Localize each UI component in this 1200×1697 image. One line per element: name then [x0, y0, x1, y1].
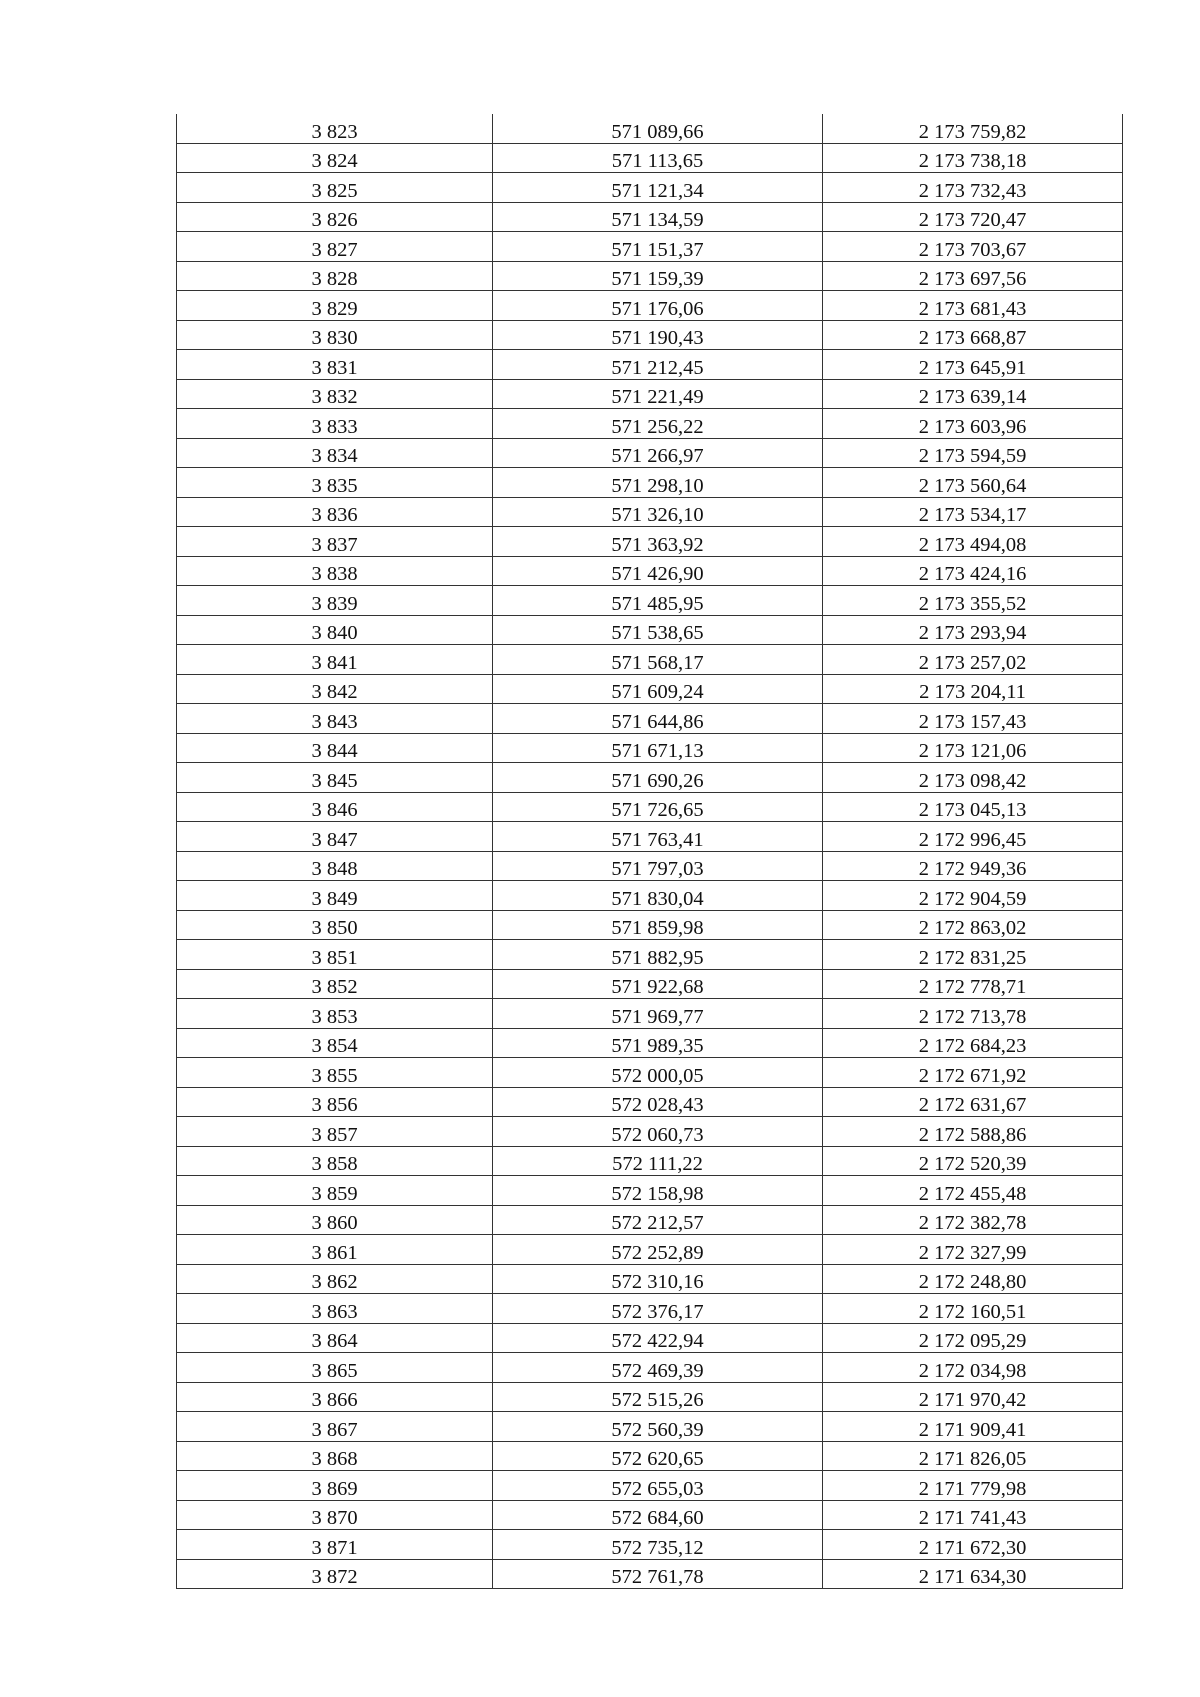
- x-coordinate-cell: 572 655,03: [493, 1471, 823, 1501]
- table-row: [177, 1530, 1123, 1560]
- table-row: [177, 1146, 1123, 1176]
- table-row: [177, 143, 1123, 173]
- point-number-cell: 3 847: [177, 822, 493, 852]
- y-coordinate-cell: 2 173 603,96: [823, 409, 1123, 439]
- x-coordinate-cell: 571 726,65: [493, 792, 823, 822]
- table-row: [177, 1176, 1123, 1206]
- y-coordinate-cell: 2 171 826,05: [823, 1441, 1123, 1471]
- y-coordinate-cell: 2 173 293,94: [823, 615, 1123, 645]
- y-coordinate-cell: 2 173 494,08: [823, 527, 1123, 557]
- y-coordinate-cell: 2 172 713,78: [823, 999, 1123, 1029]
- y-coordinate-cell: 2 173 098,42: [823, 763, 1123, 793]
- y-coordinate-cell: 2 172 160,51: [823, 1294, 1123, 1324]
- x-coordinate-cell: 572 252,89: [493, 1235, 823, 1265]
- x-coordinate-cell: 572 515,26: [493, 1382, 823, 1412]
- table-row: [177, 1028, 1123, 1058]
- y-coordinate-cell: 2 173 594,59: [823, 438, 1123, 468]
- x-coordinate-cell: 571 326,10: [493, 497, 823, 527]
- table-row: [177, 1500, 1123, 1530]
- table-row: [177, 645, 1123, 675]
- x-coordinate-cell: 571 426,90: [493, 556, 823, 586]
- y-coordinate-cell: 2 173 121,06: [823, 733, 1123, 763]
- point-number-cell: 3 836: [177, 497, 493, 527]
- table-row: [177, 1323, 1123, 1353]
- table-row: [177, 409, 1123, 439]
- x-coordinate-cell: 571 089,66: [493, 114, 823, 143]
- y-coordinate-cell: 2 172 034,98: [823, 1353, 1123, 1383]
- table-row: [177, 940, 1123, 970]
- table-row: [177, 1471, 1123, 1501]
- y-coordinate-cell: 2 173 645,91: [823, 350, 1123, 380]
- y-coordinate-cell: 2 173 534,17: [823, 497, 1123, 527]
- table-row: [177, 1353, 1123, 1383]
- point-number-cell: 3 868: [177, 1441, 493, 1471]
- point-number-cell: 3 856: [177, 1087, 493, 1117]
- y-coordinate-cell: 2 172 831,25: [823, 940, 1123, 970]
- table-row: [177, 1559, 1123, 1589]
- point-number-cell: 3 867: [177, 1412, 493, 1442]
- table-row: [177, 851, 1123, 881]
- table-row: [177, 320, 1123, 350]
- x-coordinate-cell: 572 060,73: [493, 1117, 823, 1147]
- point-number-cell: 3 824: [177, 143, 493, 173]
- y-coordinate-cell: 2 173 355,52: [823, 586, 1123, 616]
- x-coordinate-cell: 572 310,16: [493, 1264, 823, 1294]
- table-row: [177, 1205, 1123, 1235]
- point-number-cell: 3 845: [177, 763, 493, 793]
- point-number-cell: 3 849: [177, 881, 493, 911]
- y-coordinate-cell: 2 171 741,43: [823, 1500, 1123, 1530]
- y-coordinate-cell: 2 172 248,80: [823, 1264, 1123, 1294]
- point-number-cell: 3 851: [177, 940, 493, 970]
- table-row: [177, 763, 1123, 793]
- y-coordinate-cell: 2 172 382,78: [823, 1205, 1123, 1235]
- table-row: [177, 733, 1123, 763]
- y-coordinate-cell: 2 173 257,02: [823, 645, 1123, 675]
- x-coordinate-cell: 571 690,26: [493, 763, 823, 793]
- point-number-cell: 3 853: [177, 999, 493, 1029]
- y-coordinate-cell: 2 172 863,02: [823, 910, 1123, 940]
- y-coordinate-cell: 2 172 520,39: [823, 1146, 1123, 1176]
- x-coordinate-cell: 572 560,39: [493, 1412, 823, 1442]
- table-row: [177, 1058, 1123, 1088]
- x-coordinate-cell: 571 151,37: [493, 232, 823, 262]
- y-coordinate-cell: 2 171 909,41: [823, 1412, 1123, 1442]
- x-coordinate-cell: 572 212,57: [493, 1205, 823, 1235]
- y-coordinate-cell: 2 173 732,43: [823, 173, 1123, 203]
- y-coordinate-cell: 2 173 759,82: [823, 114, 1123, 143]
- point-number-cell: 3 841: [177, 645, 493, 675]
- y-coordinate-cell: 2 173 560,64: [823, 468, 1123, 498]
- y-coordinate-cell: 2 173 703,67: [823, 232, 1123, 262]
- table-row: [177, 350, 1123, 380]
- table-row: [177, 1294, 1123, 1324]
- point-number-cell: 3 827: [177, 232, 493, 262]
- x-coordinate-cell: 572 761,78: [493, 1559, 823, 1589]
- point-number-cell: 3 840: [177, 615, 493, 645]
- y-coordinate-cell: 2 171 779,98: [823, 1471, 1123, 1501]
- x-coordinate-cell: 571 989,35: [493, 1028, 823, 1058]
- y-coordinate-cell: 2 172 778,71: [823, 969, 1123, 999]
- y-coordinate-cell: 2 171 634,30: [823, 1559, 1123, 1589]
- table-row: [177, 438, 1123, 468]
- x-coordinate-cell: 571 256,22: [493, 409, 823, 439]
- x-coordinate-cell: 572 028,43: [493, 1087, 823, 1117]
- table-row: [177, 704, 1123, 734]
- y-coordinate-cell: 2 172 095,29: [823, 1323, 1123, 1353]
- y-coordinate-cell: 2 172 684,23: [823, 1028, 1123, 1058]
- point-number-cell: 3 833: [177, 409, 493, 439]
- point-number-cell: 3 869: [177, 1471, 493, 1501]
- table-row: [177, 468, 1123, 498]
- point-number-cell: 3 837: [177, 527, 493, 557]
- x-coordinate-cell: 571 121,34: [493, 173, 823, 203]
- table-row: [177, 114, 1123, 143]
- y-coordinate-cell: 2 173 424,16: [823, 556, 1123, 586]
- table-row: [177, 556, 1123, 586]
- x-coordinate-cell: 571 190,43: [493, 320, 823, 350]
- x-coordinate-cell: 572 000,05: [493, 1058, 823, 1088]
- coordinates-table: [176, 114, 1123, 1589]
- point-number-cell: 3 828: [177, 261, 493, 291]
- x-coordinate-cell: 571 568,17: [493, 645, 823, 675]
- x-coordinate-cell: 572 735,12: [493, 1530, 823, 1560]
- y-coordinate-cell: 2 172 455,48: [823, 1176, 1123, 1206]
- point-number-cell: 3 854: [177, 1028, 493, 1058]
- table-row: [177, 674, 1123, 704]
- table-row: [177, 173, 1123, 203]
- x-coordinate-cell: 571 159,39: [493, 261, 823, 291]
- x-coordinate-cell: 571 644,86: [493, 704, 823, 734]
- table-row: [177, 881, 1123, 911]
- y-coordinate-cell: 2 172 588,86: [823, 1117, 1123, 1147]
- y-coordinate-cell: 2 172 671,92: [823, 1058, 1123, 1088]
- point-number-cell: 3 859: [177, 1176, 493, 1206]
- point-number-cell: 3 823: [177, 114, 493, 143]
- x-coordinate-cell: 571 830,04: [493, 881, 823, 911]
- x-coordinate-cell: 571 922,68: [493, 969, 823, 999]
- x-coordinate-cell: 571 671,13: [493, 733, 823, 763]
- y-coordinate-cell: 2 171 672,30: [823, 1530, 1123, 1560]
- point-number-cell: 3 855: [177, 1058, 493, 1088]
- point-number-cell: 3 857: [177, 1117, 493, 1147]
- y-coordinate-cell: 2 172 904,59: [823, 881, 1123, 911]
- point-number-cell: 3 832: [177, 379, 493, 409]
- table-row: [177, 291, 1123, 321]
- point-number-cell: 3 871: [177, 1530, 493, 1560]
- y-coordinate-cell: 2 173 639,14: [823, 379, 1123, 409]
- point-number-cell: 3 846: [177, 792, 493, 822]
- point-number-cell: 3 850: [177, 910, 493, 940]
- y-coordinate-cell: 2 173 157,43: [823, 704, 1123, 734]
- table-row: [177, 1412, 1123, 1442]
- x-coordinate-cell: 572 469,39: [493, 1353, 823, 1383]
- point-number-cell: 3 852: [177, 969, 493, 999]
- point-number-cell: 3 858: [177, 1146, 493, 1176]
- table-row: [177, 1087, 1123, 1117]
- x-coordinate-cell: 571 485,95: [493, 586, 823, 616]
- point-number-cell: 3 872: [177, 1559, 493, 1589]
- point-number-cell: 3 870: [177, 1500, 493, 1530]
- table-row: [177, 497, 1123, 527]
- point-number-cell: 3 863: [177, 1294, 493, 1324]
- point-number-cell: 3 844: [177, 733, 493, 763]
- point-number-cell: 3 843: [177, 704, 493, 734]
- table-row: [177, 822, 1123, 852]
- point-number-cell: 3 860: [177, 1205, 493, 1235]
- table-row: [177, 792, 1123, 822]
- x-coordinate-cell: 571 221,49: [493, 379, 823, 409]
- x-coordinate-cell: 572 376,17: [493, 1294, 823, 1324]
- table-row: [177, 1117, 1123, 1147]
- y-coordinate-cell: 2 172 996,45: [823, 822, 1123, 852]
- table-row: [177, 999, 1123, 1029]
- x-coordinate-cell: 571 797,03: [493, 851, 823, 881]
- point-number-cell: 3 848: [177, 851, 493, 881]
- y-coordinate-cell: 2 172 327,99: [823, 1235, 1123, 1265]
- table-row: [177, 379, 1123, 409]
- point-number-cell: 3 861: [177, 1235, 493, 1265]
- y-coordinate-cell: 2 172 631,67: [823, 1087, 1123, 1117]
- table-row: [177, 586, 1123, 616]
- x-coordinate-cell: 571 266,97: [493, 438, 823, 468]
- point-number-cell: 3 864: [177, 1323, 493, 1353]
- x-coordinate-cell: 571 298,10: [493, 468, 823, 498]
- x-coordinate-cell: 571 609,24: [493, 674, 823, 704]
- coordinates-table-body: [177, 114, 1123, 1589]
- table-row: [177, 261, 1123, 291]
- table-row: [177, 969, 1123, 999]
- y-coordinate-cell: 2 173 720,47: [823, 202, 1123, 232]
- table-row: [177, 202, 1123, 232]
- point-number-cell: 3 826: [177, 202, 493, 232]
- point-number-cell: 3 829: [177, 291, 493, 321]
- y-coordinate-cell: 2 173 738,18: [823, 143, 1123, 173]
- table-row: [177, 1235, 1123, 1265]
- x-coordinate-cell: 571 538,65: [493, 615, 823, 645]
- table-row: [177, 232, 1123, 262]
- table-row: [177, 527, 1123, 557]
- x-coordinate-cell: 571 363,92: [493, 527, 823, 557]
- point-number-cell: 3 862: [177, 1264, 493, 1294]
- x-coordinate-cell: 572 620,65: [493, 1441, 823, 1471]
- point-number-cell: 3 825: [177, 173, 493, 203]
- y-coordinate-cell: 2 171 970,42: [823, 1382, 1123, 1412]
- point-number-cell: 3 838: [177, 556, 493, 586]
- x-coordinate-cell: 571 882,95: [493, 940, 823, 970]
- x-coordinate-cell: 571 176,06: [493, 291, 823, 321]
- y-coordinate-cell: 2 172 949,36: [823, 851, 1123, 881]
- x-coordinate-cell: 571 212,45: [493, 350, 823, 380]
- point-number-cell: 3 842: [177, 674, 493, 704]
- point-number-cell: 3 834: [177, 438, 493, 468]
- point-number-cell: 3 866: [177, 1382, 493, 1412]
- x-coordinate-cell: 571 763,41: [493, 822, 823, 852]
- point-number-cell: 3 830: [177, 320, 493, 350]
- x-coordinate-cell: 572 684,60: [493, 1500, 823, 1530]
- y-coordinate-cell: 2 173 668,87: [823, 320, 1123, 350]
- x-coordinate-cell: 571 859,98: [493, 910, 823, 940]
- y-coordinate-cell: 2 173 697,56: [823, 261, 1123, 291]
- y-coordinate-cell: 2 173 045,13: [823, 792, 1123, 822]
- point-number-cell: 3 835: [177, 468, 493, 498]
- x-coordinate-cell: 572 158,98: [493, 1176, 823, 1206]
- point-number-cell: 3 839: [177, 586, 493, 616]
- x-coordinate-cell: 571 969,77: [493, 999, 823, 1029]
- table-row: [177, 910, 1123, 940]
- x-coordinate-cell: 571 113,65: [493, 143, 823, 173]
- y-coordinate-cell: 2 173 204,11: [823, 674, 1123, 704]
- point-number-cell: 3 865: [177, 1353, 493, 1383]
- x-coordinate-cell: 571 134,59: [493, 202, 823, 232]
- point-number-cell: 3 831: [177, 350, 493, 380]
- x-coordinate-cell: 572 111,22: [493, 1146, 823, 1176]
- table-row: [177, 1264, 1123, 1294]
- y-coordinate-cell: 2 173 681,43: [823, 291, 1123, 321]
- table-row: [177, 1441, 1123, 1471]
- x-coordinate-cell: 572 422,94: [493, 1323, 823, 1353]
- table-row: [177, 1382, 1123, 1412]
- table-row: [177, 615, 1123, 645]
